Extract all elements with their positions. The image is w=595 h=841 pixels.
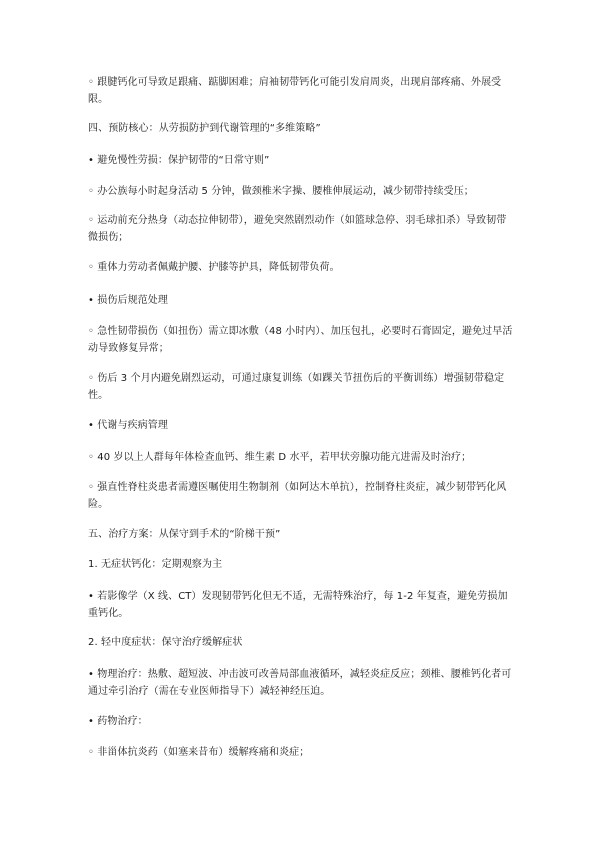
paragraph: ◦ 40 岁以上人群每年体检查血钙、维生素 D 水平，若甲状旁腺功能亢进需及时治疗；: [88, 452, 472, 463]
paragraph: ◦ 跟腱钙化可导致足跟痛、踮脚困难；肩袖韧带钙化可能引发肩周炎，出现肩部疼痛、外展受限。: [88, 77, 502, 105]
subheading: • 药物治疗：: [88, 716, 148, 727]
subheading: 2. 轻中度症状：保守治疗缓解症状: [88, 637, 243, 648]
paragraph: • 若影像学（X 线、CT）发现韧带钙化但无不适，无需特殊治疗，每 1-2 年复查，避免劳损加重钙化。: [88, 591, 508, 619]
subheading: • 代谢与疾病管理: [88, 420, 168, 431]
paragraph: ◦ 重体力劳动者佩戴护腰、护膝等护具，降低韧带负荷。: [88, 262, 340, 273]
paragraph: ◦ 强直性脊柱炎患者需遵医嘱使用生物制剂（如阿达木单抗），控制脊柱炎症，减少韧带钙化风险。: [88, 482, 507, 510]
paragraph: ◦ 急性韧带损伤（如扭伤）需立即冰敷（48 小时内）、加压包扎，必要时石膏固定，避免过早活动导致修复异常；: [88, 326, 513, 354]
section-heading: 四、预防核心：从劳损防护到代谢管理的“多维策略”: [88, 123, 321, 134]
subheading: • 损伤后规范处理: [88, 295, 168, 306]
paragraph: ◦ 办公族每小时起身活动 5 分钟，做颈椎米字操、腰椎伸展运动，减少韧带持续受压；: [88, 186, 474, 197]
paragraph: ◦ 运动前充分热身（动态拉伸韧带），避免突然剧烈动作（如篮球急停、羽毛球扣杀）导致韧带微损伤；: [88, 215, 507, 243]
section-heading: 五、治疗方案：从保守到手术的“阶梯干预”: [88, 529, 281, 540]
paragraph: ◦ 非甾体抗炎药（如塞来昔布）缓解疼痛和炎症；: [88, 747, 310, 758]
subheading: • 避免慢性劳损：保护韧带的“日常守则”: [88, 155, 270, 166]
paragraph: • 物理治疗：热敷、超短波、冲击波可改善局部血液循环，减轻炎症反应；颈椎、腰椎钙化者可通过牵引治疗（需在专业医师指导下）减轻神经压迫。: [88, 669, 512, 697]
paragraph: ◦ 伤后 3 个月内避免剧烈运动，可通过康复训练（如踝关节扭伤后的平衡训练）增强韧带稳定性。: [88, 373, 505, 401]
subheading: 1. 无症状钙化：定期观察为主: [88, 559, 223, 570]
